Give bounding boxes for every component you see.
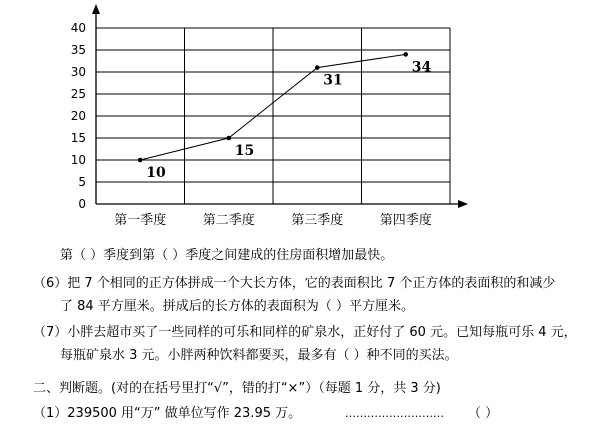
judge-item-1: （1）239500 用“万” 做单位写作 23.95 万。: [33, 406, 302, 421]
leader-dots: ………………………: [345, 407, 444, 420]
data-label: 15: [234, 143, 255, 159]
y-tick-label: 15: [70, 131, 86, 145]
question-7-line-1: （7）小胖去超市买了一些同样的可乐和同样的矿泉水，正好付了 60 元。已知每瓶可乐 4 元，: [33, 325, 577, 340]
x-tick-label: 第三季度: [291, 213, 344, 228]
y-tick-labels: [71, 21, 86, 211]
data-label: 34: [411, 59, 432, 76]
y-tick-label: 40: [70, 21, 86, 35]
y-axis-arrow: [92, 4, 100, 14]
data-labels: [146, 59, 431, 181]
question-5-tail: 第（ ）季度到第（ ）季度之间建成的住房面积增加最快。: [60, 248, 394, 263]
y-tick-label: 30: [70, 65, 86, 79]
y-tick-label: 20: [70, 109, 86, 123]
x-tick-labels: [114, 212, 432, 228]
answer-parentheses: （ ）: [468, 406, 499, 421]
data-label: 10: [146, 165, 166, 181]
data-point: [226, 136, 231, 141]
x-tick-label: 第一季度: [114, 213, 167, 228]
data-label: 31: [323, 72, 343, 89]
y-tick-label: 25: [70, 87, 86, 101]
x-axis-arrow: [458, 200, 468, 208]
data-point: [138, 158, 143, 163]
x-tick-label: 第四季度: [379, 213, 432, 228]
x-tick-label: 第二季度: [202, 213, 255, 228]
y-tick-label: 10: [70, 153, 86, 167]
y-tick-label: 35: [70, 43, 86, 57]
data-point: [403, 52, 408, 57]
y-tick-label: 0: [78, 197, 86, 211]
y-tick-label: 5: [78, 175, 86, 189]
data-point: [315, 65, 320, 70]
question-6-line-2: 了 84 平方厘米。拼成后的长方体的表面积为（ ）平方厘米。: [60, 299, 414, 314]
question-6-line-1: （6）把 7 个相同的正方体拼成一个大长方体，它的表面积比 7 个正方体的表面积的和减少: [33, 276, 556, 291]
question-7-line-2: 每瓶矿泉水 3 元。小胖两种饮料都要买，最多有（ ）种不同的买法。: [60, 348, 458, 363]
section-2-heading: 二、判断题。(对的在括号里打“√”，错的打“×”）（每题 1 分，共 3 分): [33, 381, 441, 396]
